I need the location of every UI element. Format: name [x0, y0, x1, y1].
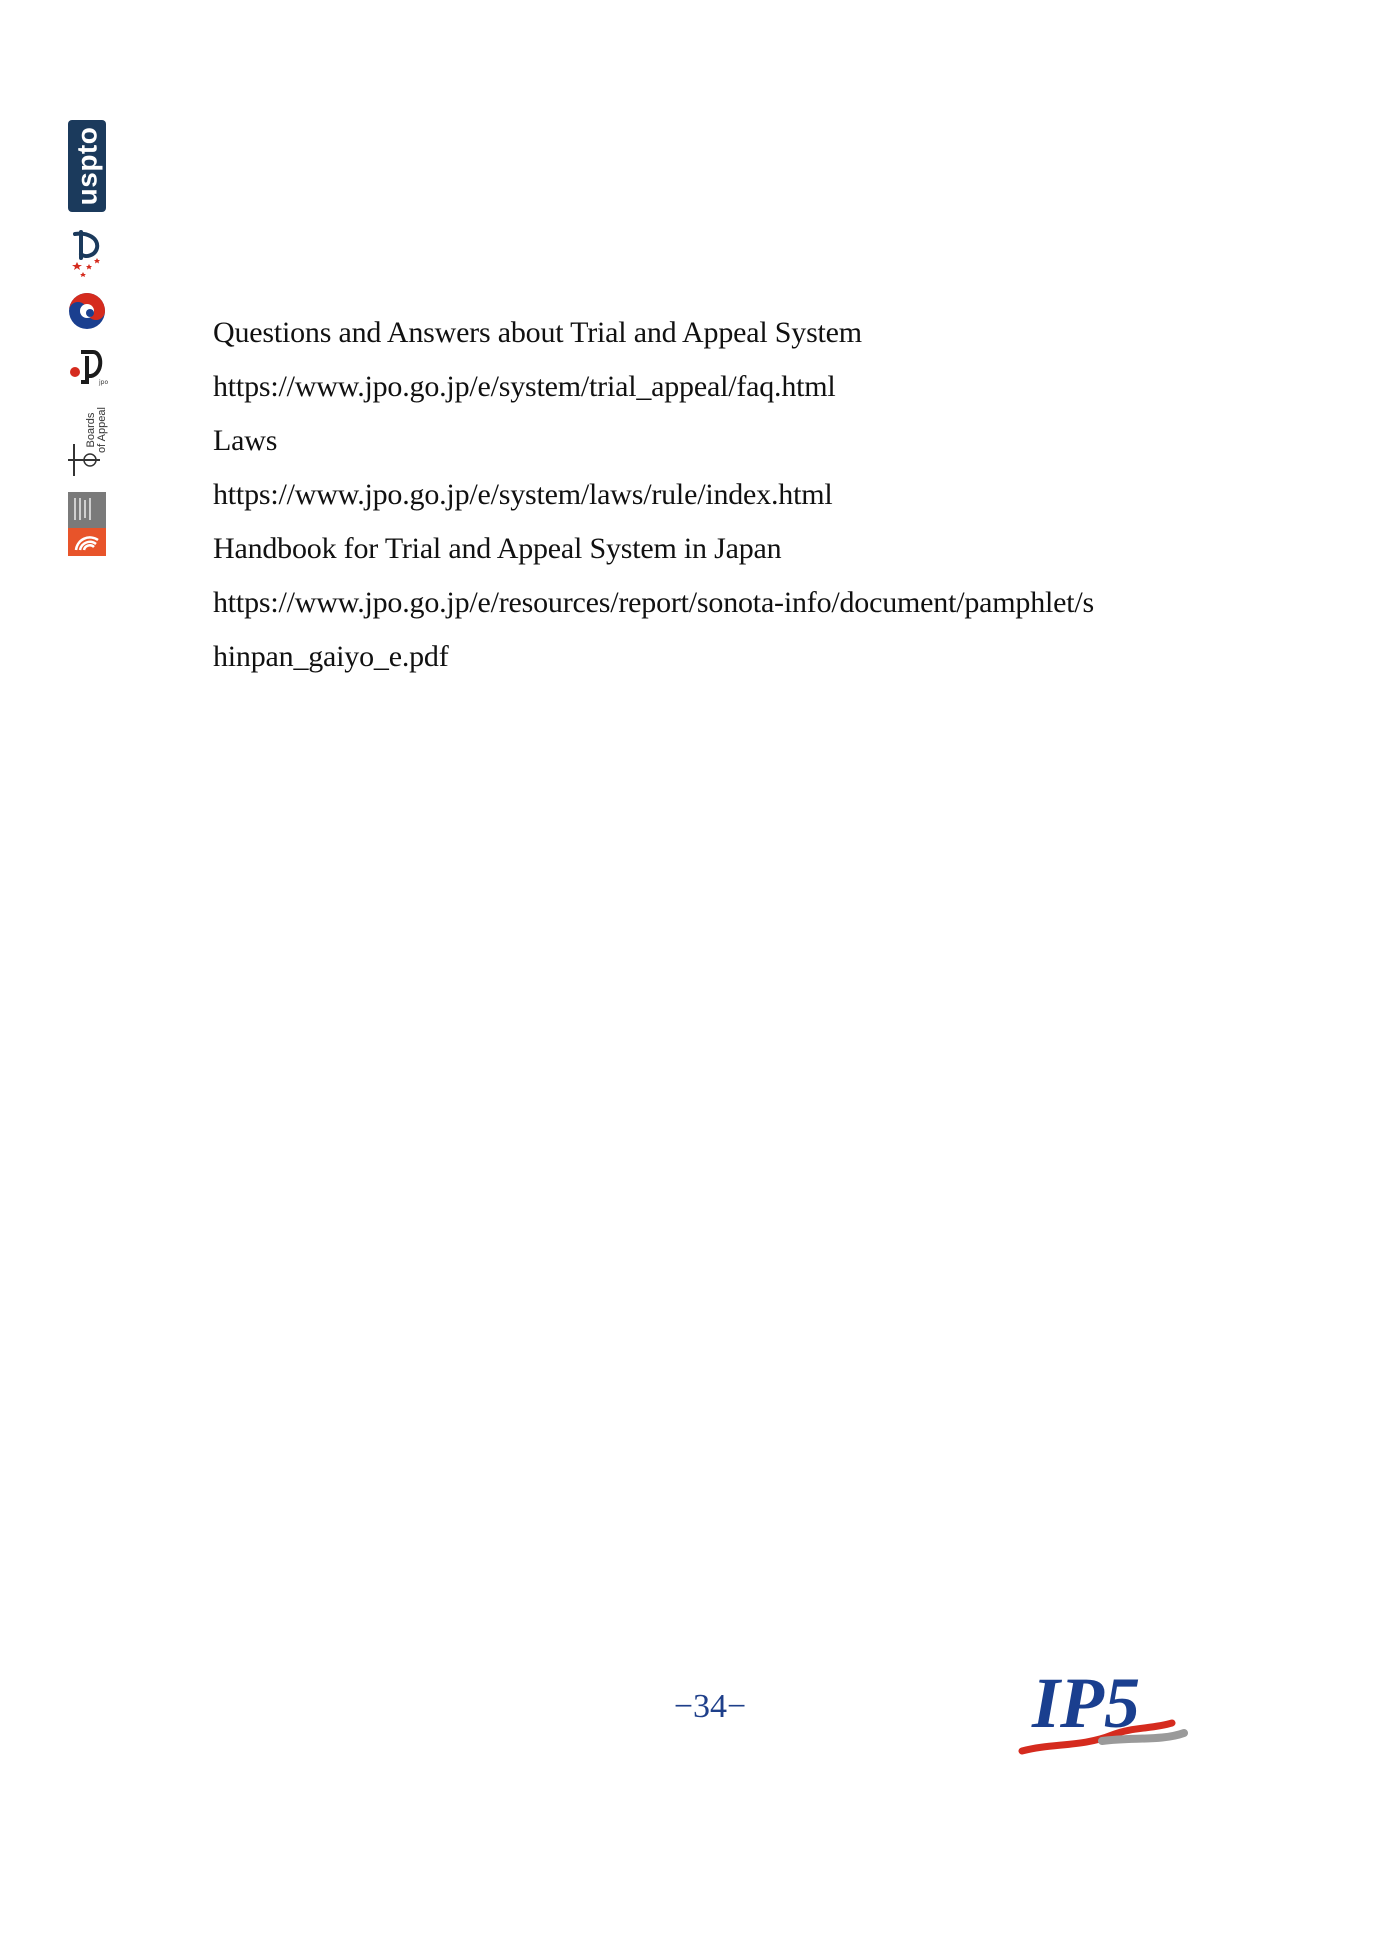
faq-title: Questions and Answers about Trial and Appeal System — [213, 316, 862, 349]
faq-url-link[interactable]: https://www.jpo.go.jp/e/system/trial_appeal/faq.html — [213, 370, 836, 403]
ip5-offices-logo-strip — [64, 120, 110, 560]
laws-url-link[interactable]: https://www.jpo.go.jp/e/system/laws/rule/index.html — [213, 478, 833, 511]
uspto-logo — [68, 120, 106, 212]
svg-text:jpo: jpo — [99, 379, 109, 386]
euipo-logo-icon — [68, 492, 106, 556]
laws-title: Laws — [213, 424, 278, 457]
kipo-logo-icon — [68, 292, 106, 330]
boards-of-appeal-logo — [68, 400, 106, 492]
ip5-logo-icon — [1012, 1655, 1190, 1765]
uspto-logo-label: uspto — [71, 126, 102, 206]
boards-of-appeal-label — [82, 400, 112, 460]
handbook-title: Handbook for Trial and Appeal System in Japan — [213, 532, 782, 565]
handbook-url-link-line2[interactable]: hinpan_gaiyo_e.pdf — [213, 640, 449, 673]
boards-label-line2: of Appeal — [96, 407, 108, 453]
handbook-url-link-line1[interactable]: https://www.jpo.go.jp/e/resources/report/sonota-info/document/pamphlet/s — [213, 586, 1094, 619]
cnipa-logo-icon — [67, 228, 107, 278]
page-number: −34− — [673, 1688, 747, 1725]
boards-label-line1: Boards — [85, 412, 97, 448]
jpo-logo-icon — [67, 346, 107, 386]
reference-list — [213, 306, 1213, 684]
svg-text:IP5: IP5 — [1032, 1663, 1140, 1743]
